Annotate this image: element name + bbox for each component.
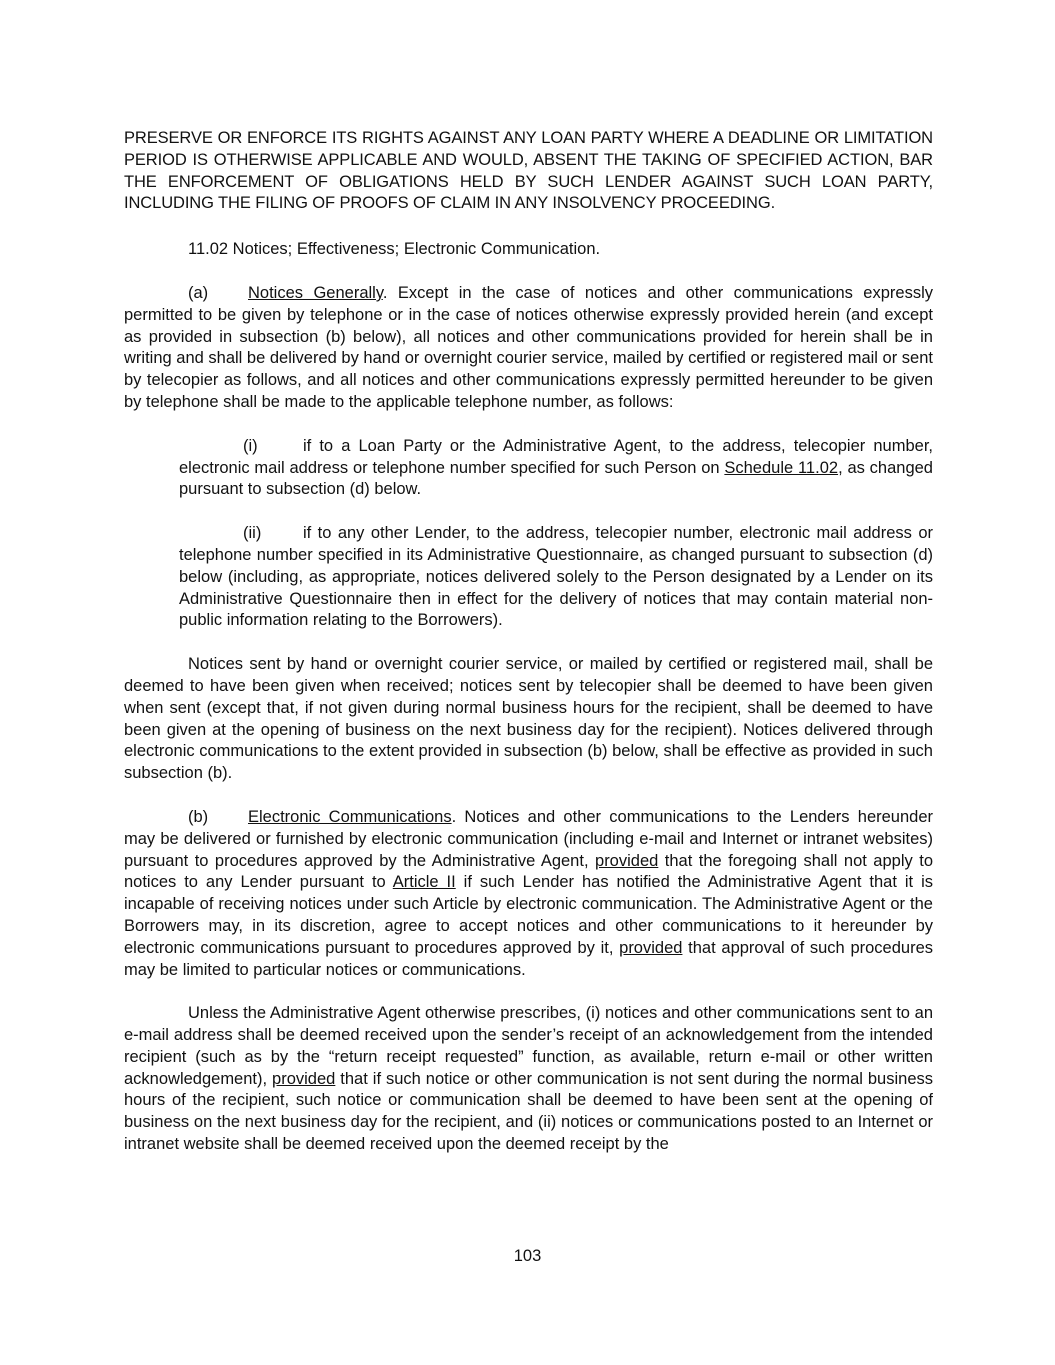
paragraph-b-text-1: . Notices and other communications to the Lenders hereunder may be delivered or furnished by electronic communication (including e-mail and Internet or intranet websites) pursuant to procedures approved by the Administrative Agent, [124,807,933,870]
page-number: 103 [513,1247,542,1265]
paragraph-b-label: (b) [188,807,209,826]
paragraph-a-title: Notices Generally [248,283,383,302]
schedule-link: Schedule 11.02 [724,458,839,477]
provided-term-2: provided [619,938,683,957]
notices-sent-paragraph: Notices sent by hand or overnight courier service, or mailed by certified or registered mail, shall be deemed to have been given when received; notices sent by telecopier shall be deemed to have been given when sent (except that, if not given during normal business hours for the recipient, shall be deemed to have been given at the opening of business on the next business day for the recipient). Notices delivered through electronic communications to the extent provided in subsection (b) below, shall be effective as provided in such subsection (b). [124,655,933,783]
paragraph-b [124,807,933,981]
item-i [179,436,933,501]
paragraph-b-text-4: that approval of such procedures may be limited to particular notices or communications. [124,938,933,979]
paragraph-b-text-2: that the foregoing shall not apply to notices to any Lender pursuant to [124,851,933,892]
unless-text-1: Unless the Administrative Agent otherwise prescribes, (i) notices and other communications sent to an e-mail address shall be deemed received upon the sender’s receipt of an acknowledgement from the intended recipient (such as by the “return receipt requested” function, as available, return e-mail or other written acknowledgement), [124,1004,933,1088]
provided-term-3: provided [272,1069,336,1088]
item-i-text-before: if to a Loan Party or the Administrative Agent, to the address, telecopier number, electronic mail address or telephone number specified for such Person on [179,436,933,477]
section-heading: 11.02 Notices; Effectiveness; Electronic Communication. [188,240,601,259]
item-ii-text: if to any other Lender, to the address, telecopier number, electronic mail address or telephone number specified in its Administrative Questionnaire, as changed pursuant to subsection (d) below (including, as appropriate, notices delivered solely to the Person designated by a Lender on its Administrative Questionnaire then in effect for the delivery of notices that may contain material non-public information relating to the Borrowers). [179,524,933,630]
item-ii-label: (ii) [243,524,262,543]
paragraph-b-text-3: if such Lender has notified the Administrative Agent that it is incapable of receiving notices under such Article by electronic communication. The Administrative Agent or the Borrowers may, in its discretion, agree to accept notices and other communications to it hereunder by electronic communications pursuant to procedures approved by it, [124,873,933,957]
paragraph-a-text: . Except in the case of notices and other communications expressly permitted to be given by telephone or in the case of notices otherwise expressly provided herein (and except as provided in subsection (b) below), all notices and other communications provided for herein shall be in writing and shall be delivered by hand or overnight courier service, mailed by certified or registered mail or sent by telecopier as follows, and all notices and other communications expressly permitted hereunder to be given by telephone shall be made to the applicable telephone number, as follows: [124,283,933,411]
intro-caps-paragraph: PRESERVE OR ENFORCE ITS RIGHTS AGAINST ANY LOAN PARTY WHERE A DEADLINE OR LIMITATION PERIOD IS OTHERWISE APPLICABLE AND WOULD, ABSENT THE TAKING OF SPECIFIED ACTION, BAR THE ENFORCEMENT OF OBLIGATIONS HELD BY SUCH LENDER AGAINST SUCH LOAN PARTY, INCLUDING THE FILING OF PROOFS OF CLAIM IN ANY INSOLVENCY PROCEEDING. [124,129,933,213]
document-body [124,128,933,1156]
item-ii [179,523,933,632]
article-reference: Article II [392,873,456,892]
unless-paragraph [124,1003,933,1156]
provided-term-1: provided [595,851,659,870]
item-i-label: (i) [243,436,258,455]
item-i-text-after: , as changed pursuant to subsection (d) below. [179,458,933,499]
paragraph-a [124,283,933,414]
unless-text-2: that if such notice or other communication is not sent during the normal business hours of the recipient, such notice or communication shall be deemed to have been sent at the opening of business on the next business day for the recipient, and (ii) notices or communications posted to an Internet or intranet website shall be deemed received upon the deemed receipt by the [124,1069,933,1154]
paragraph-a-label: (a) [188,283,209,302]
paragraph-b-title: Electronic Communications [248,807,452,826]
